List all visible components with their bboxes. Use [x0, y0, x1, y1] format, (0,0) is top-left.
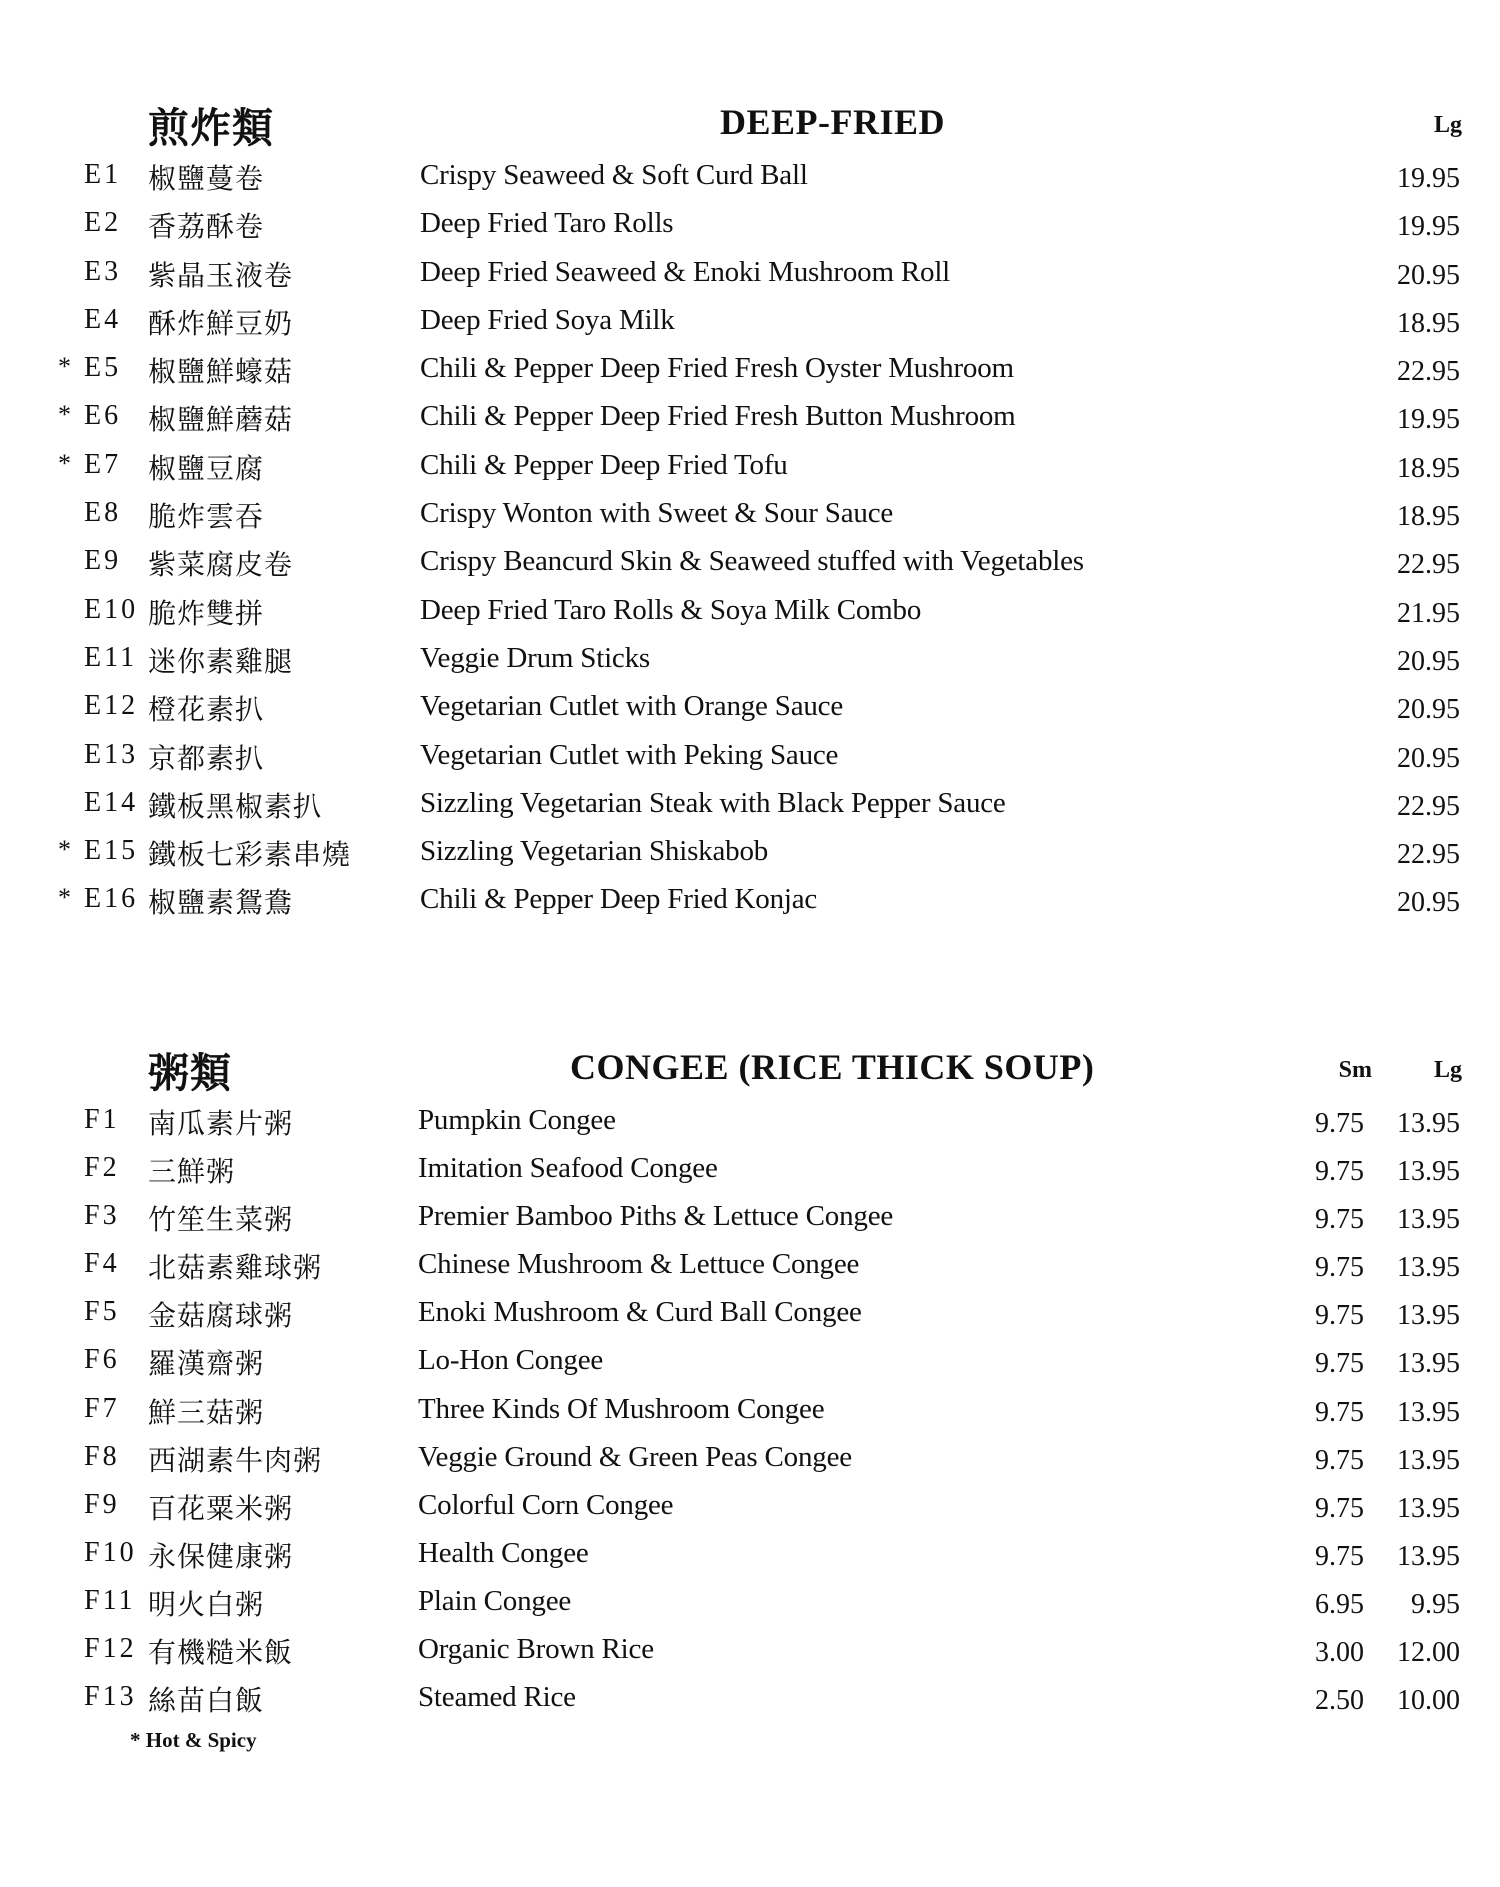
- item-price-sm: 9.75: [1315, 1540, 1364, 1572]
- deep-fried-title-en: DEEP-FRIED: [720, 102, 946, 142]
- item-name-en: Organic Brown Rice: [418, 1633, 654, 1666]
- item-name-en: Colorful Corn Congee: [418, 1488, 674, 1521]
- item-name-en: Imitation Seafood Congee: [418, 1152, 718, 1185]
- item-name-zh: 南瓜素片粥: [148, 1107, 294, 1140]
- item-code: F9: [84, 1488, 120, 1520]
- item-name-en: Crispy Wonton with Sweet & Sour Sauce: [420, 497, 894, 530]
- item-name-en: Deep Fried Soya Milk: [420, 303, 675, 336]
- item-name-en: Plain Congee: [418, 1584, 572, 1617]
- item-code: F8: [84, 1440, 120, 1472]
- item-name-en: Sizzling Vegetarian Steak with Black Pepper Sauce: [420, 786, 1006, 819]
- item-price-lg: 20.95: [1397, 742, 1460, 774]
- menu-item: [0, 590, 1500, 638]
- item-code: E7: [84, 448, 122, 480]
- item-name-zh: 百花粟米粥: [148, 1491, 294, 1525]
- item-name-en: Three Kinds Of Mushroom Congee: [418, 1392, 825, 1425]
- congee-title-en: CONGEE (RICE THICK SOUP): [570, 1047, 1095, 1087]
- item-name-zh: 紫菜腐皮卷: [148, 548, 294, 582]
- item-code: F2: [84, 1152, 120, 1184]
- item-name-en: Veggie Drum Sticks: [420, 641, 650, 674]
- item-name-zh: 北菇素雞球粥: [148, 1251, 323, 1285]
- menu-item: [0, 735, 1500, 783]
- item-name-en: Enoki Mushroom & Curd Ball Congee: [418, 1296, 862, 1329]
- item-price-lg: 13.95: [1397, 1108, 1460, 1139]
- menu-item: [0, 300, 1500, 348]
- congee-header: [0, 1040, 1500, 1100]
- menu-item: [0, 1677, 1500, 1725]
- item-code: E1: [84, 159, 122, 190]
- deep-fried-header: [0, 95, 1500, 155]
- item-price-sm: 9.75: [1315, 1300, 1364, 1332]
- item-code: F5: [84, 1296, 120, 1328]
- item-price-lg: 20.95: [1397, 259, 1460, 291]
- item-name-zh: 永保健康粥: [148, 1539, 294, 1573]
- item-price-lg: 13.95: [1397, 1396, 1460, 1428]
- item-name-zh: 迷你素雞腿: [148, 644, 294, 678]
- item-name-en: Chili & Pepper Deep Fried Tofu: [420, 448, 788, 481]
- item-price-lg: 22.95: [1397, 549, 1460, 581]
- item-price-lg: 19.95: [1397, 163, 1460, 194]
- menu-item: [0, 1340, 1500, 1388]
- item-code: F11: [84, 1584, 136, 1616]
- item-name-en: Health Congee: [418, 1536, 589, 1569]
- item-price-lg: 13.95: [1397, 1444, 1460, 1476]
- item-name-en: Deep Fried Taro Rolls & Soya Milk Combo: [420, 593, 922, 626]
- item-price-lg: 22.95: [1397, 839, 1460, 871]
- deep-fried-list: [0, 155, 1500, 928]
- item-code: E11: [84, 641, 138, 673]
- item-name-zh: 香荔酥卷: [148, 210, 265, 244]
- item-price-lg: 19.95: [1397, 404, 1460, 436]
- item-price-sm: 3.00: [1315, 1637, 1364, 1669]
- item-name-zh: 金菇腐球粥: [148, 1299, 294, 1333]
- item-code: F1: [84, 1104, 120, 1135]
- item-price-sm: 9.75: [1315, 1348, 1364, 1380]
- item-name-en: Lo-Hon Congee: [418, 1344, 604, 1377]
- menu-item: [0, 1196, 1500, 1244]
- item-name-en: Steamed Rice: [418, 1681, 576, 1714]
- item-name-zh: 有機糙米飯: [148, 1636, 294, 1670]
- item-code: F13: [84, 1681, 137, 1713]
- hot-spicy-marker: *: [58, 835, 71, 865]
- item-name-zh: 脆炸雙拼: [148, 596, 265, 630]
- item-name-zh: 西湖素牛肉粥: [148, 1443, 323, 1477]
- item-name-en: Veggie Ground & Green Peas Congee: [418, 1440, 852, 1473]
- item-name-en: Crispy Beancurd Skin & Seaweed stuffed with Vegetables: [420, 545, 1084, 578]
- menu-item: [0, 1100, 1500, 1148]
- item-code: F3: [84, 1200, 120, 1232]
- item-name-zh: 明火白粥: [148, 1587, 265, 1621]
- item-name-zh: 椒鹽豆腐: [148, 451, 265, 485]
- item-code: F7: [84, 1392, 120, 1424]
- item-price-lg: 22.95: [1397, 356, 1460, 388]
- item-price-sm: 9.75: [1315, 1252, 1364, 1284]
- item-price-lg: 20.95: [1397, 645, 1460, 677]
- item-name-zh: 三鮮粥: [148, 1155, 236, 1189]
- item-price-lg: 19.95: [1397, 211, 1460, 243]
- item-price-sm: 2.50: [1315, 1685, 1364, 1717]
- menu-item: [0, 445, 1500, 493]
- item-name-en: Chinese Mushroom & Lettuce Congee: [418, 1248, 860, 1281]
- hot-spicy-marker: *: [58, 448, 71, 478]
- item-name-en: Pumpkin Congee: [418, 1104, 616, 1136]
- item-price-lg: 13.95: [1397, 1492, 1460, 1524]
- item-price-sm: 9.75: [1315, 1204, 1364, 1236]
- item-price-lg: 18.95: [1397, 307, 1460, 339]
- item-price-sm: 6.95: [1315, 1588, 1364, 1620]
- item-price-lg: 13.95: [1397, 1540, 1460, 1572]
- congee-list: [0, 1100, 1500, 1725]
- item-code: F4: [84, 1248, 120, 1280]
- item-name-en: Chili & Pepper Deep Fried Konjac: [420, 883, 818, 916]
- menu-item: [0, 1292, 1500, 1340]
- item-price-lg: 13.95: [1397, 1252, 1460, 1284]
- item-price-lg: 13.95: [1397, 1156, 1460, 1188]
- item-name-en: Vegetarian Cutlet with Peking Sauce: [420, 738, 839, 771]
- item-code: E2: [84, 207, 122, 239]
- item-name-zh: 椒鹽素鴛鴦: [148, 886, 294, 920]
- item-code: E12: [84, 690, 139, 722]
- item-name-en: Premier Bamboo Piths & Lettuce Congee: [418, 1200, 894, 1233]
- item-code: F10: [84, 1536, 137, 1568]
- menu-item: [0, 1148, 1500, 1196]
- item-price-lg: 13.95: [1397, 1300, 1460, 1332]
- menu-item: [0, 1244, 1500, 1292]
- footnote-hot-spicy: * Hot & Spicy: [130, 1728, 257, 1752]
- congee-section: [0, 1040, 1500, 1725]
- menu-item: [0, 1389, 1500, 1437]
- item-code: E15: [84, 835, 139, 867]
- item-price-lg: 13.95: [1397, 1348, 1460, 1380]
- menu-item: [0, 541, 1500, 589]
- item-code: E5: [84, 352, 122, 384]
- item-code: E14: [84, 786, 139, 818]
- menu-item: [0, 252, 1500, 300]
- menu-item: [0, 493, 1500, 541]
- item-name-zh: 紫晶玉液卷: [148, 258, 294, 292]
- item-name-zh: 脆炸雲吞: [148, 500, 265, 534]
- item-price-lg: 20.95: [1397, 694, 1460, 726]
- item-price-lg: 10.00: [1397, 1685, 1460, 1717]
- item-name-zh: 鐵板黑椒素扒: [148, 789, 323, 823]
- item-price-lg: 12.00: [1397, 1637, 1460, 1669]
- item-code: E8: [84, 497, 122, 529]
- menu-item: [0, 686, 1500, 734]
- item-name-en: Deep Fried Taro Rolls: [420, 207, 674, 240]
- item-code: F6: [84, 1344, 120, 1376]
- item-name-zh: 橙花素扒: [148, 693, 265, 727]
- item-name-zh: 羅漢齋粥: [148, 1347, 265, 1381]
- hot-spicy-marker: *: [58, 883, 71, 913]
- item-price-sm: 9.75: [1315, 1156, 1364, 1188]
- item-code: E6: [84, 400, 122, 432]
- item-code: E9: [84, 545, 122, 577]
- item-name-zh: 椒鹽鮮蘑菇: [148, 403, 294, 437]
- deep-fried-lg-header: Lg: [1433, 112, 1462, 138]
- menu-item: [0, 1485, 1500, 1533]
- item-code: E16: [84, 883, 139, 915]
- menu-item: [0, 1437, 1500, 1485]
- item-price-sm: 9.75: [1315, 1108, 1364, 1139]
- item-name-zh: 酥炸鮮豆奶: [148, 306, 294, 340]
- menu-item: [0, 396, 1500, 444]
- congee-title-zh: 粥類: [148, 1049, 232, 1097]
- item-code: E10: [84, 593, 139, 625]
- item-price-sm: 9.75: [1315, 1444, 1364, 1476]
- item-price-lg: 13.95: [1397, 1204, 1460, 1236]
- item-name-en: Crispy Seaweed & Soft Curd Ball: [420, 159, 808, 191]
- item-name-en: Chili & Pepper Deep Fried Fresh Oyster Mushroom: [420, 352, 1014, 385]
- item-name-en: Chili & Pepper Deep Fried Fresh Button Mushroom: [420, 400, 1016, 433]
- menu-item: [0, 831, 1500, 879]
- hot-spicy-marker: *: [58, 400, 71, 430]
- item-code: E4: [84, 303, 122, 335]
- item-price-lg: 18.95: [1397, 501, 1460, 533]
- menu-item: [0, 1581, 1500, 1629]
- menu-item: [0, 638, 1500, 686]
- menu-item: [0, 1629, 1500, 1677]
- menu-item: [0, 879, 1500, 927]
- hot-spicy-marker: *: [58, 352, 71, 382]
- item-price-lg: 20.95: [1397, 887, 1460, 919]
- item-code: F12: [84, 1633, 137, 1665]
- item-name-zh: 鐵板七彩素串燒: [148, 838, 352, 872]
- item-name-en: Sizzling Vegetarian Shiskabob: [420, 835, 769, 868]
- item-price-lg: 18.95: [1397, 452, 1460, 484]
- menu-item: [0, 1533, 1500, 1581]
- item-name-zh: 京都素扒: [148, 741, 265, 775]
- item-price-lg: 9.95: [1411, 1588, 1460, 1620]
- item-price-lg: 22.95: [1397, 790, 1460, 822]
- menu-item: [0, 348, 1500, 396]
- item-price-sm: 9.75: [1315, 1396, 1364, 1428]
- item-name-zh: 椒鹽蔓卷: [148, 162, 265, 195]
- item-price-lg: 21.95: [1397, 597, 1460, 629]
- item-price-sm: 9.75: [1315, 1492, 1364, 1524]
- congee-lg-header: Lg: [1433, 1057, 1462, 1083]
- item-name-zh: 椒鹽鮮蠔菇: [148, 355, 294, 389]
- deep-fried-section: [0, 95, 1500, 928]
- menu-item: [0, 783, 1500, 831]
- item-name-zh: 絲苗白飯: [148, 1684, 265, 1718]
- item-code: E13: [84, 738, 139, 770]
- item-name-en: Deep Fried Seaweed & Enoki Mushroom Roll: [420, 255, 951, 288]
- menu-item: [0, 155, 1500, 203]
- item-name-en: Vegetarian Cutlet with Orange Sauce: [420, 690, 844, 723]
- menu-item: [0, 203, 1500, 251]
- item-code: E3: [84, 255, 122, 287]
- item-name-zh: 鮮三菇粥: [148, 1395, 265, 1429]
- item-name-zh: 竹笙生菜粥: [148, 1203, 294, 1237]
- deep-fried-title-zh: 煎炸類: [148, 104, 274, 152]
- congee-sm-header: Sm: [1338, 1057, 1372, 1083]
